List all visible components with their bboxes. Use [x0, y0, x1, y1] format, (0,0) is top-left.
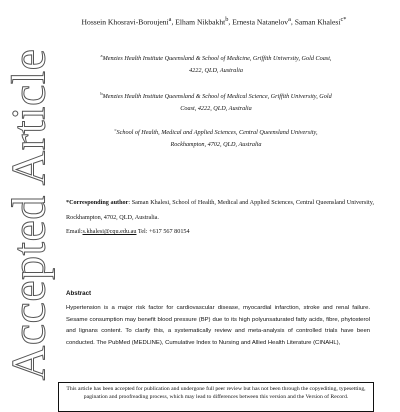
- affiliation-b: [66, 88, 366, 114]
- affiliation-text: Menzies Health Institute Queensland & School of Medical Science, Griffith University, Gold: [102, 93, 332, 101]
- affiliation-line: Rockhampton, 4702, QLD, Australia: [170, 140, 262, 148]
- author-list: Hossein Khosravi-Boroujeni$^a$, Elham Nikbakht$^b$, Ernesta Natanelov$^a$, Saman Khalesi$^{c*}$: [81, 16, 347, 27]
- affiliation-line: 4222, QLD, Australia: [189, 66, 243, 74]
- affiliation-line: [66, 50, 366, 65]
- affiliation-line: [66, 124, 366, 139]
- abstract-heading: Abstract: [66, 290, 92, 297]
- telephone: Tel: +617 567 80154: [136, 228, 190, 235]
- author-affil-mark: c*: [340, 16, 347, 23]
- author-name: Saman Khalesi: [294, 17, 341, 27]
- affiliation-mark: a: [100, 53, 103, 58]
- corresponding-text: : Saman Khalesi, School of Health, Medical and Applied Sciences, Central Queensland University, Rockhampton, 4702, QLD, Australia.: [66, 199, 374, 221]
- email-link[interactable]: s.khalesi@cqu.edu.au: [82, 228, 137, 235]
- email-label: Email:: [66, 228, 83, 235]
- author-name: Elham Nikbakht: [175, 17, 226, 27]
- abstract-text: Hypertension is a major risk factor for cardiovascular disease, myocardial infarction, stroke and renal failure. Sesame consumption may benefit blood pressure (BP) due to its high polyunsaturated fatty acids, fibre, phytosterol and lignans content. To clarify this, a systematically review and meta-analysis of controlled trials have been conducted. The PubMed (MEDLINE), Cumulative Index to Nursing and Allied Health Literature (CINAHL),: [66, 305, 370, 346]
- author-affil-mark: a: [168, 16, 172, 23]
- corresponding-author-block: [66, 196, 374, 240]
- accepted-article-watermark: [1, 44, 57, 384]
- affiliation-a: [66, 50, 366, 76]
- affiliation-text: School of Health, Medical and Applied Sciences, Central Queensland University,: [116, 129, 318, 137]
- affiliation-mark: b: [100, 91, 103, 96]
- author-name: Ernesta Natanelov: [232, 17, 289, 27]
- affiliation-text: Menzies Health Institute Queensland & School of Medicine, Griffith University, Gold Coast,: [102, 55, 332, 63]
- watermark-text: Accepted Article: [2, 48, 56, 380]
- affiliation-mark: c: [114, 127, 117, 132]
- affiliation-c: [66, 124, 366, 150]
- corresponding-label: *Corresponding author: [66, 199, 129, 206]
- acceptance-notice: This article has been accepted for publication and undergone full peer review but has not been through the copyediting, typesetting, pagination and proofreading process, which may lead to differences between this version and the Version of Record.: [58, 382, 374, 412]
- affiliation-line: [66, 88, 366, 103]
- author-affil-mark: a: [288, 16, 291, 23]
- author-name: Hossein Khosravi-Boroujeni: [81, 17, 169, 27]
- author-affil-mark: b: [225, 16, 229, 23]
- affiliation-line: Coast, 4222, QLD, Australia: [180, 104, 252, 112]
